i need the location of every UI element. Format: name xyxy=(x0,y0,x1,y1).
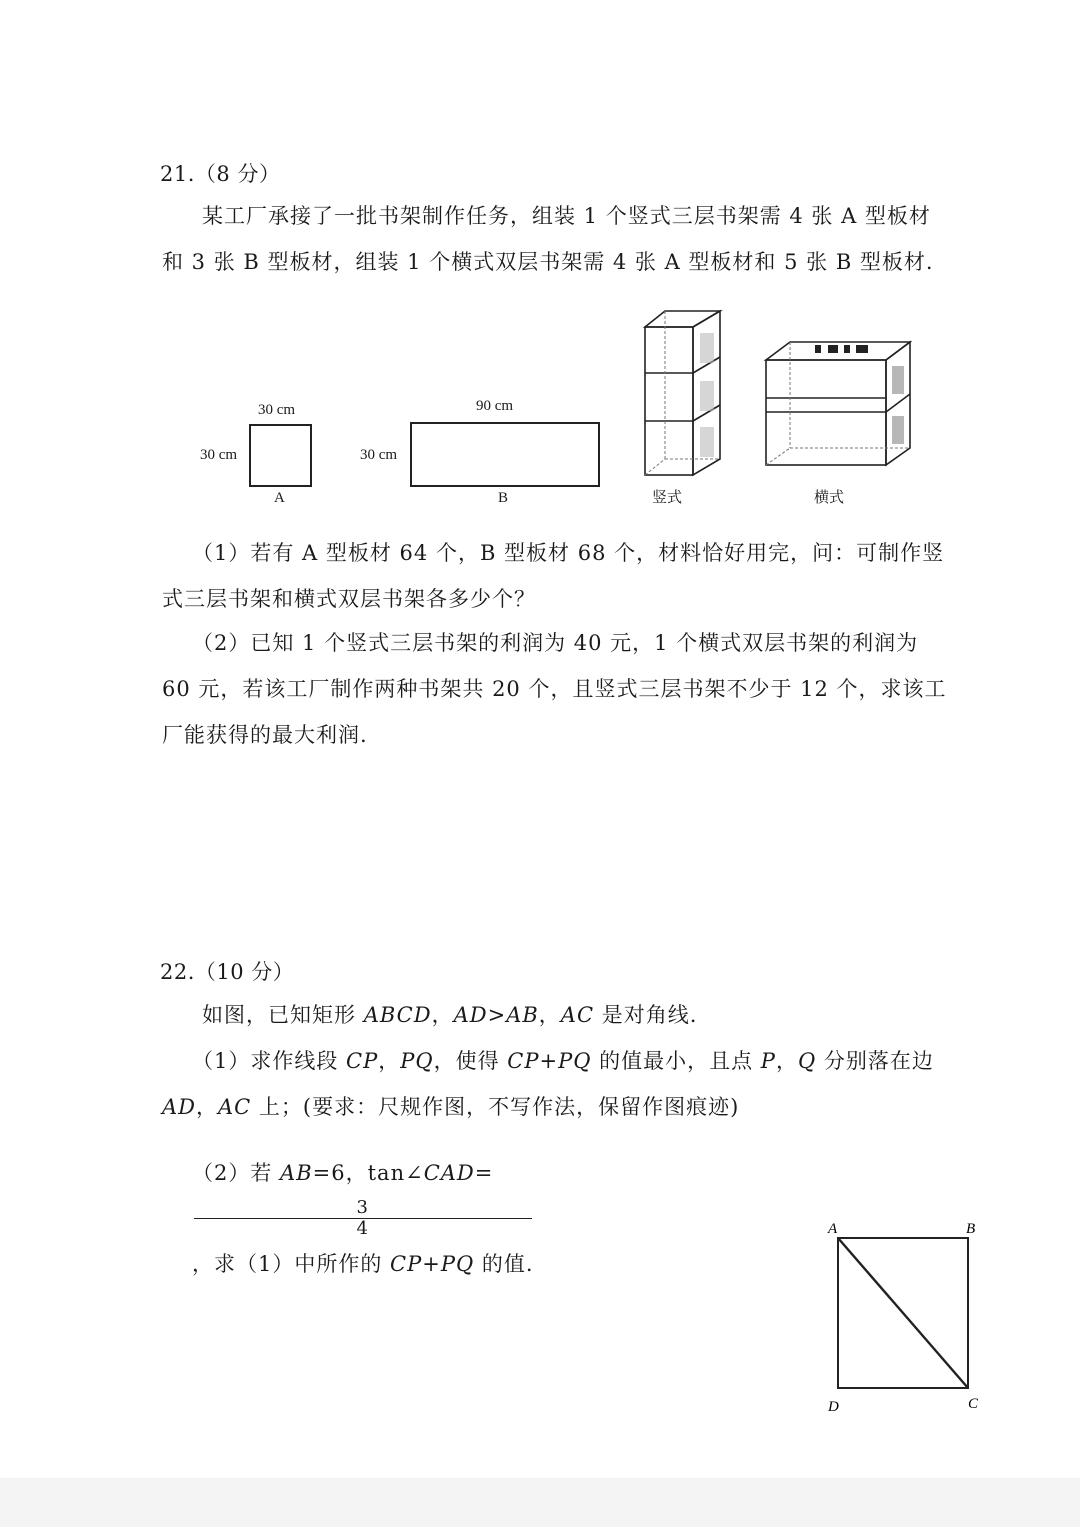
q21-part2-line1: （2）已知 1 个竖式三层书架的利润为 40 元，1 个横式双层书架的利润为 xyxy=(192,631,919,655)
q21-part1-line1: （1）若有 A 型板材 64 个，B 型板材 68 个，材料恰好用完，问：可制作竖 xyxy=(192,541,945,565)
plank-a-height-label: 30 cm xyxy=(200,447,238,463)
horizontal-shelf-caption: 横式 xyxy=(814,488,845,506)
q22-part1-prefix: （1）求作线段 xyxy=(192,1049,347,1073)
plank-a-width-label: 30 cm xyxy=(258,402,296,418)
q22-part1-math3: CP+PQ xyxy=(507,1049,592,1073)
diagonal-ac xyxy=(838,1238,968,1388)
vertical-shelf-caption: 竖式 xyxy=(652,488,683,506)
q22-part1-math5: Q xyxy=(797,1049,817,1073)
plank-a xyxy=(249,424,312,487)
q22-number: 22. xyxy=(160,960,195,984)
q21-part1-line2: 式三层书架和横式双层书架各多少个？ xyxy=(162,587,536,611)
q22-intro xyxy=(202,992,697,1038)
q22-part1-line2-suffix: 上；(要求：尺规作图，不写作法，保留作图痕迹) xyxy=(251,1095,740,1119)
q22-part1-math2: PQ xyxy=(400,1049,434,1073)
q22-intro-suffix: 是对角线. xyxy=(594,1003,698,1027)
vertex-c-label: C xyxy=(968,1396,979,1412)
q22-part1-mid1: ，使得 xyxy=(433,1049,508,1073)
q22-intro-sep1: ， xyxy=(431,1003,454,1027)
q22-part1-mid2: 的值最小，且点 xyxy=(591,1049,761,1073)
plank-b-width-label: 90 cm xyxy=(476,398,514,414)
horizontal-shelf-illustration xyxy=(760,330,920,470)
q22-part1-suffix: 分别落在边 xyxy=(816,1049,934,1073)
q22-fraction-numerator: 3 xyxy=(194,1198,532,1219)
q21-number: 21. xyxy=(160,162,195,186)
plank-a-name: A xyxy=(274,490,285,506)
plank-b xyxy=(410,422,600,487)
q22-part1-math1: CP xyxy=(346,1049,379,1073)
q22-fraction-denominator: 4 xyxy=(356,1218,369,1239)
q21-score: （8 分） xyxy=(194,162,281,186)
q22-part2-mid: ，求（1）中所作的 xyxy=(192,1252,391,1276)
q21-intro xyxy=(162,193,934,285)
plank-b-name: B xyxy=(498,490,509,506)
vertex-a-label: A xyxy=(828,1221,838,1237)
rectangle-abcd-figure xyxy=(820,1215,995,1415)
q22-part2-eq: =6，tan∠ xyxy=(312,1161,424,1185)
q22-part1-sep1: ， xyxy=(378,1049,401,1073)
q21-intro-line1: 某工厂承接了一批书架制作任务，组装 1 个竖式三层书架需 4 张 A 型板材 xyxy=(202,204,931,228)
q21-part2-line3: 厂能获得的最大利润. xyxy=(162,723,368,747)
q22-part1-line2-math2: AC xyxy=(218,1095,252,1119)
q22-intro-sep2: ， xyxy=(538,1003,561,1027)
plank-b-height-label: 30 cm xyxy=(360,447,398,463)
q21-part1 xyxy=(162,530,944,622)
q22-part1-line2-math1: AD xyxy=(162,1095,197,1119)
q22-part2-prefix: （2）若 xyxy=(192,1161,281,1185)
q22-part2-math3: CP+PQ xyxy=(390,1252,475,1276)
q22-part1-sep2: ， xyxy=(775,1049,798,1073)
q22-score: （10 分） xyxy=(194,960,295,984)
q22-intro-math1: ABCD xyxy=(363,1003,432,1027)
q22-intro-math2: AD>AB xyxy=(453,1003,539,1027)
q22-part1-line2-sep: ， xyxy=(196,1095,219,1119)
vertex-b-label: B xyxy=(966,1221,976,1237)
q22-intro-math3: AC xyxy=(560,1003,595,1027)
q22-part2-eq2: = xyxy=(474,1161,494,1185)
vertex-d-label: D xyxy=(828,1399,839,1415)
q22-part1-math4: P xyxy=(760,1049,776,1073)
q22-part1 xyxy=(162,1038,934,1130)
q22-intro-prefix: 如图，已知矩形 xyxy=(202,1003,364,1027)
q22-part2-suffix: 的值. xyxy=(474,1252,534,1276)
q22-header xyxy=(160,956,294,986)
page-bottom-margin xyxy=(0,1478,1080,1527)
q22-part2-math2: CAD xyxy=(423,1161,475,1185)
q22-part2 xyxy=(192,1148,534,1289)
vertical-shelf-illustration xyxy=(640,305,730,480)
q22-part2-math1: AB xyxy=(280,1161,313,1185)
q21-part2-line2: 60 元，若该工厂制作两种书架共 20 个，且竖式三层书架不少于 12 个，求该工 xyxy=(162,677,947,701)
q21-header xyxy=(160,158,280,188)
q21-part2 xyxy=(162,620,947,758)
q21-intro-line2: 和 3 张 B 型板材，组装 1 个横式双层书架需 4 张 A 型板材和 5 张 B 型板材. xyxy=(162,250,934,274)
q22-fraction xyxy=(194,1198,532,1239)
